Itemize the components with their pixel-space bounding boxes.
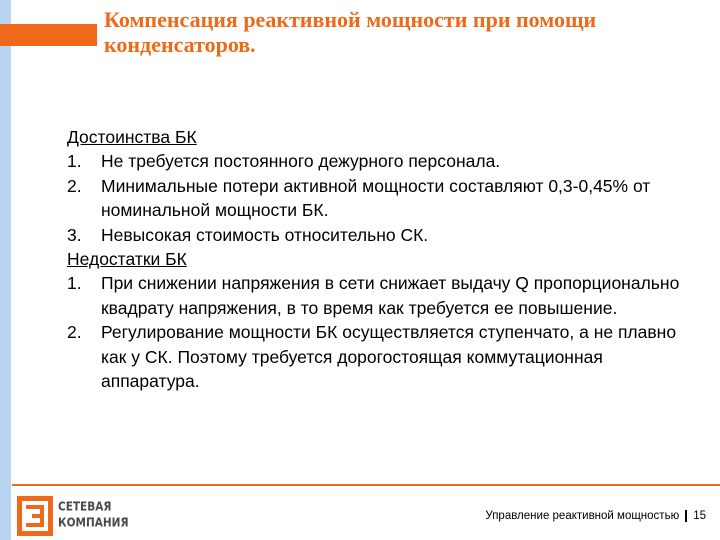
- advantages-heading: Достоинства БК: [67, 127, 197, 147]
- advantage-item: [67, 223, 687, 247]
- disadvantage-item: [67, 320, 687, 393]
- logo-wordmark: [58, 499, 129, 531]
- disadvantages-heading: Недостатки БК: [67, 249, 187, 270]
- item-text: Минимальные потери активной мощности составляют 0,3-0,45% от номинальной мощности БК.: [101, 175, 651, 221]
- advantage-item: [67, 149, 687, 173]
- footer-separator: [685, 510, 687, 522]
- footer-title: Управление реактивной мощностью: [485, 510, 680, 522]
- item-text: При снижении напряжения в сети снижает выдачу Q пропорционально квадрату напряжения, в то время как требуется ее повышение.: [101, 273, 680, 318]
- item-text: Не требуется постоянного дежурного персонала.: [101, 151, 501, 172]
- item-number: 1.: [67, 273, 82, 294]
- logo-line-2: КОМПАНИЯ: [58, 516, 129, 531]
- slide-title: Компенсация реактивной мощности при помощи конденсаторов.: [104, 7, 597, 57]
- footer: [485, 510, 706, 522]
- page-number: 15: [693, 510, 706, 522]
- item-number: 2.: [67, 175, 82, 196]
- item-text: Регулирование мощности БК осуществляется ступенчато, а не плавно как у СК. Поэтому требуется дорогостоящая коммутационная аппаратура.: [101, 322, 677, 392]
- item-number: 2.: [67, 322, 82, 343]
- logo-line-1: СЕТЕВАЯ: [58, 500, 112, 514]
- item-text: Невысокая стоимость относительно СК.: [101, 224, 429, 245]
- title-accent-block: [0, 24, 97, 46]
- disadvantage-item: [67, 271, 687, 320]
- item-number: 3.: [67, 224, 82, 245]
- advantage-item: [67, 174, 687, 223]
- item-number: 1.: [67, 151, 82, 172]
- slide-content: [67, 125, 687, 393]
- left-accent-bar: [0, 0, 11, 540]
- footer-divider: [12, 484, 720, 486]
- company-logo-icon: [17, 496, 53, 536]
